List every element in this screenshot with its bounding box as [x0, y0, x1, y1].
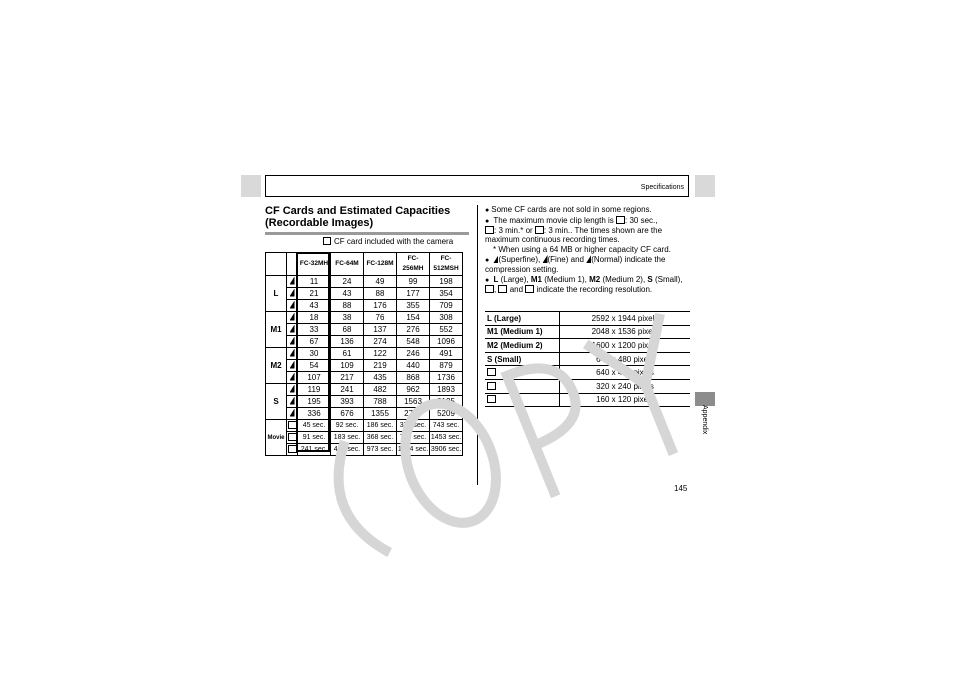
capacity-cell: 154 [397, 312, 430, 324]
movie-size-320-icon [498, 285, 507, 293]
fine-icon [290, 361, 295, 369]
capacity-header-row [266, 253, 463, 276]
table-row [266, 360, 463, 372]
note-text: The maximum movie clip length is [493, 216, 614, 225]
included-card-text: CF card included with the camera [334, 237, 454, 246]
table-row [266, 384, 463, 396]
table-row [266, 408, 463, 420]
resolution-value: 320 x 240 pixels [560, 379, 691, 393]
resolution-row [485, 393, 690, 407]
movie-size-640-icon [487, 368, 496, 376]
note-text: : 3 min.. The times shown are the maximum continuous recording times. [485, 226, 663, 244]
capacity-cell: 92 sec. [331, 420, 364, 432]
fine-icon [290, 325, 295, 333]
capacity-cell: 3906 sec. [430, 444, 463, 456]
note-text: Some CF cards are not sold in some regions. [491, 205, 652, 214]
note-text: : 3 min.* or [494, 226, 533, 235]
mode-label: L [266, 276, 287, 312]
resolution-value: 640 x 480 pixels [560, 366, 691, 380]
capacity-cell: 276 [397, 324, 430, 336]
capacity-cell: 54 [298, 360, 331, 372]
table-row [266, 444, 463, 456]
movie-size-160-icon [535, 226, 544, 234]
capacity-cell: 49 [364, 276, 397, 288]
capacity-cell: 552 [430, 324, 463, 336]
resolution-label [485, 366, 560, 380]
capacity-cell: 107 [298, 372, 331, 384]
normal-icon [290, 337, 295, 345]
capacity-cell: 88 [331, 300, 364, 312]
capacity-cell: 176 [364, 300, 397, 312]
note-text: M1 [530, 275, 542, 284]
note-footnote [485, 245, 690, 254]
table-row [266, 348, 463, 360]
capacity-cell: 1563 [397, 396, 430, 408]
section-tab-marker [695, 392, 715, 406]
capacity-cell: 33 [298, 324, 331, 336]
column-divider [477, 205, 478, 485]
capacity-cell: 91 sec. [298, 432, 331, 444]
capacity-cell: 45 sec. [298, 420, 331, 432]
fine-icon [290, 289, 295, 297]
capacity-table [265, 252, 463, 456]
quality-cell [287, 396, 298, 408]
note-text: (Superfine), [498, 255, 541, 264]
resolution-value: 2592 x 1944 pixels [560, 312, 691, 326]
mode-label: M1 [266, 312, 287, 348]
capacity-cell: 30 [298, 348, 331, 360]
capacity-cell: 709 [430, 300, 463, 312]
movie-size-160-icon [525, 285, 534, 293]
table-row [266, 324, 463, 336]
capacity-cell: 308 [430, 312, 463, 324]
capacity-cell: 676 [331, 408, 364, 420]
normal-icon [290, 409, 295, 417]
side-tab-label: Appendix [701, 405, 708, 435]
capacity-cell: 962 [397, 384, 430, 396]
resolution-value: 1600 x 1200 pixels [560, 339, 691, 353]
page-heading [265, 205, 450, 229]
table-row [266, 276, 463, 288]
column-header: FC- 512MSH [430, 253, 463, 276]
quality-cell [287, 276, 298, 288]
column-header: FC-64M [331, 253, 364, 276]
mode-label: S [266, 384, 287, 420]
note-text: : 30 sec., [625, 216, 658, 225]
resolution-label [485, 379, 560, 393]
resolution-value: 160 x 120 pixels [560, 393, 691, 407]
note-text: S [647, 275, 653, 284]
column-header: FC- 256MH [397, 253, 430, 276]
quality-cell [287, 348, 298, 360]
capacity-cell: 355 [397, 300, 430, 312]
table-row [266, 432, 463, 444]
heading-rule [265, 232, 469, 235]
movie-size-320-icon [487, 382, 496, 390]
capacity-cell: 219 [364, 360, 397, 372]
table-row [266, 300, 463, 312]
capacity-cell: 76 [364, 312, 397, 324]
included-card-note [323, 237, 453, 246]
capacity-cell: 119 [298, 384, 331, 396]
heading-line-1: CF Cards and Estimated Capacities [265, 205, 451, 217]
capacity-cell: 88 [364, 288, 397, 300]
note-text: (Normal) indicate the compression setting. [485, 255, 666, 274]
capacity-cell: 38 [331, 312, 364, 324]
note-movie-length [485, 216, 690, 244]
capacity-cell: 486 sec. [331, 444, 364, 456]
note-text: M2 [589, 275, 601, 284]
capacity-cell: 241 sec. [298, 444, 331, 456]
column-header: FC-32MH [298, 253, 331, 276]
resolution-row [485, 366, 690, 380]
section-title: Specifications [640, 184, 684, 191]
quality-cell [287, 324, 298, 336]
capacity-cell: 1453 sec. [430, 432, 463, 444]
capacity-cell: 5209 [430, 408, 463, 420]
capacity-cell: 198 [430, 276, 463, 288]
superfine-icon [290, 313, 295, 321]
capacity-cell: 743 sec. [430, 420, 463, 432]
quality-cell [287, 360, 298, 372]
normal-icon [290, 301, 295, 309]
fine-icon [290, 397, 295, 405]
capacity-cell: 393 [331, 396, 364, 408]
superfine-icon [290, 385, 295, 393]
heading-line-2: (Recordable Images) [265, 217, 374, 229]
capacity-cell: 368 sec. [364, 432, 397, 444]
capacity-cell: 24 [331, 276, 364, 288]
resolution-label [485, 393, 560, 407]
resolution-row [485, 379, 690, 393]
capacity-cell: 61 [331, 348, 364, 360]
capacity-cell: 99 [397, 276, 430, 288]
capacity-cell: 440 [397, 360, 430, 372]
capacity-cell: 274 [364, 336, 397, 348]
corner-mark-right [695, 175, 715, 197]
watermark-letter-c [322, 441, 390, 562]
capacity-cell: 3125 [430, 396, 463, 408]
note-text: indicate the recording resolution. [536, 285, 653, 294]
movie-size-640-icon [288, 421, 297, 429]
movie-size-640-icon [485, 285, 494, 293]
resolution-label: M2 (Medium 2) [485, 339, 560, 353]
capacity-cell: 868 [397, 372, 430, 384]
capacity-cell: 1736 [430, 372, 463, 384]
quality-cell [287, 444, 298, 456]
capacity-cell: 241 [331, 384, 364, 396]
resolution-label: M1 (Medium 1) [485, 325, 560, 339]
corner-mark-left [241, 175, 261, 197]
capacity-cell: 879 [430, 360, 463, 372]
capacity-cell: 973 sec. [364, 444, 397, 456]
capacity-cell: 122 [364, 348, 397, 360]
superfine-icon [493, 255, 498, 263]
movie-size-160-icon [487, 395, 496, 403]
quality-cell [287, 432, 298, 444]
quality-cell [287, 336, 298, 348]
capacity-cell: 482 [364, 384, 397, 396]
blank-header [287, 253, 298, 276]
resolution-value: 2048 x 1536 pixels [560, 325, 691, 339]
column-header: FC-128M [364, 253, 397, 276]
note-regions [485, 205, 690, 215]
capacity-cell: 21 [298, 288, 331, 300]
resolution-row [485, 325, 690, 339]
resolution-row [485, 352, 690, 366]
capacity-cell: 177 [397, 288, 430, 300]
capacity-cell: 183 sec. [331, 432, 364, 444]
quality-cell [287, 372, 298, 384]
capacity-cell: 1893 [430, 384, 463, 396]
resolution-table [485, 311, 690, 407]
quality-cell [287, 312, 298, 324]
header-bar [265, 175, 689, 197]
capacity-cell: 136 [331, 336, 364, 348]
note-compression [485, 255, 690, 274]
page-number: 145 [674, 484, 688, 493]
movie-size-320-icon [288, 433, 297, 441]
capacity-cell: 354 [430, 288, 463, 300]
quality-cell [287, 288, 298, 300]
capacity-cell: 1096 [430, 336, 463, 348]
note-text: (Large), [500, 275, 529, 284]
resolution-label: S (Small) [485, 352, 560, 366]
note-text: * When using a 64 MB or higher capacity CF card. [493, 245, 671, 254]
included-box-icon [323, 237, 331, 245]
resolution-value: 640 x 480 pixels [560, 352, 691, 366]
table-row [266, 312, 463, 324]
capacity-cell: 137 [364, 324, 397, 336]
superfine-icon [290, 277, 295, 285]
note-text: and [509, 285, 524, 294]
table-row [266, 336, 463, 348]
capacity-cell: 186 sec. [364, 420, 397, 432]
capacity-cell: 491 [430, 348, 463, 360]
capacity-cell: 336 [298, 408, 331, 420]
capacity-cell: 435 [364, 372, 397, 384]
mode-label: Movie [266, 420, 287, 456]
capacity-cell: 67 [298, 336, 331, 348]
capacity-cell: 109 [331, 360, 364, 372]
capacity-cell: 1954 sec. [397, 444, 430, 456]
fine-icon [543, 255, 548, 263]
movie-size-320-icon [485, 226, 494, 234]
capacity-cell: 246 [397, 348, 430, 360]
movie-size-640-icon [616, 216, 625, 224]
quality-cell [287, 300, 298, 312]
capacity-cell: 11 [298, 276, 331, 288]
quality-cell [287, 408, 298, 420]
quality-cell [287, 384, 298, 396]
capacity-cell: 2720 [397, 408, 430, 420]
capacity-cell: 195 [298, 396, 331, 408]
normal-icon [290, 373, 295, 381]
note-resolution: ● L (Large), M1 (Medium 1), M2 (Medium 2), S (Small), , and indicate the recording resolution. [485, 275, 690, 294]
normal-icon [586, 255, 591, 263]
resolution-row [485, 312, 690, 326]
table-row [266, 372, 463, 384]
mode-label: M2 [266, 348, 287, 384]
capacity-cell: 735 sec. [397, 432, 430, 444]
note-text: (Fine) and [547, 255, 584, 264]
capacity-cell: 1355 [364, 408, 397, 420]
capacity-cell: 548 [397, 336, 430, 348]
note-text: (Medium 1), [544, 275, 587, 284]
movie-size-160-icon [288, 445, 297, 453]
note-text: (Medium 2), [602, 275, 646, 284]
note-text: (Small), [654, 275, 683, 284]
note-text: L [493, 275, 499, 284]
capacity-cell: 43 [331, 288, 364, 300]
capacity-cell: 68 [331, 324, 364, 336]
capacity-cell: 217 [331, 372, 364, 384]
capacity-cell: 18 [298, 312, 331, 324]
capacity-cell: 788 [364, 396, 397, 408]
capacity-cell: 43 [298, 300, 331, 312]
capacity-cell: 374 sec. [397, 420, 430, 432]
table-row [266, 396, 463, 408]
resolution-label: L (Large) [485, 312, 560, 326]
quality-cell [287, 420, 298, 432]
table-row [266, 288, 463, 300]
superfine-icon [290, 349, 295, 357]
table-row [266, 420, 463, 432]
notes-section [485, 205, 690, 295]
resolution-row [485, 339, 690, 353]
blank-header [266, 253, 287, 276]
